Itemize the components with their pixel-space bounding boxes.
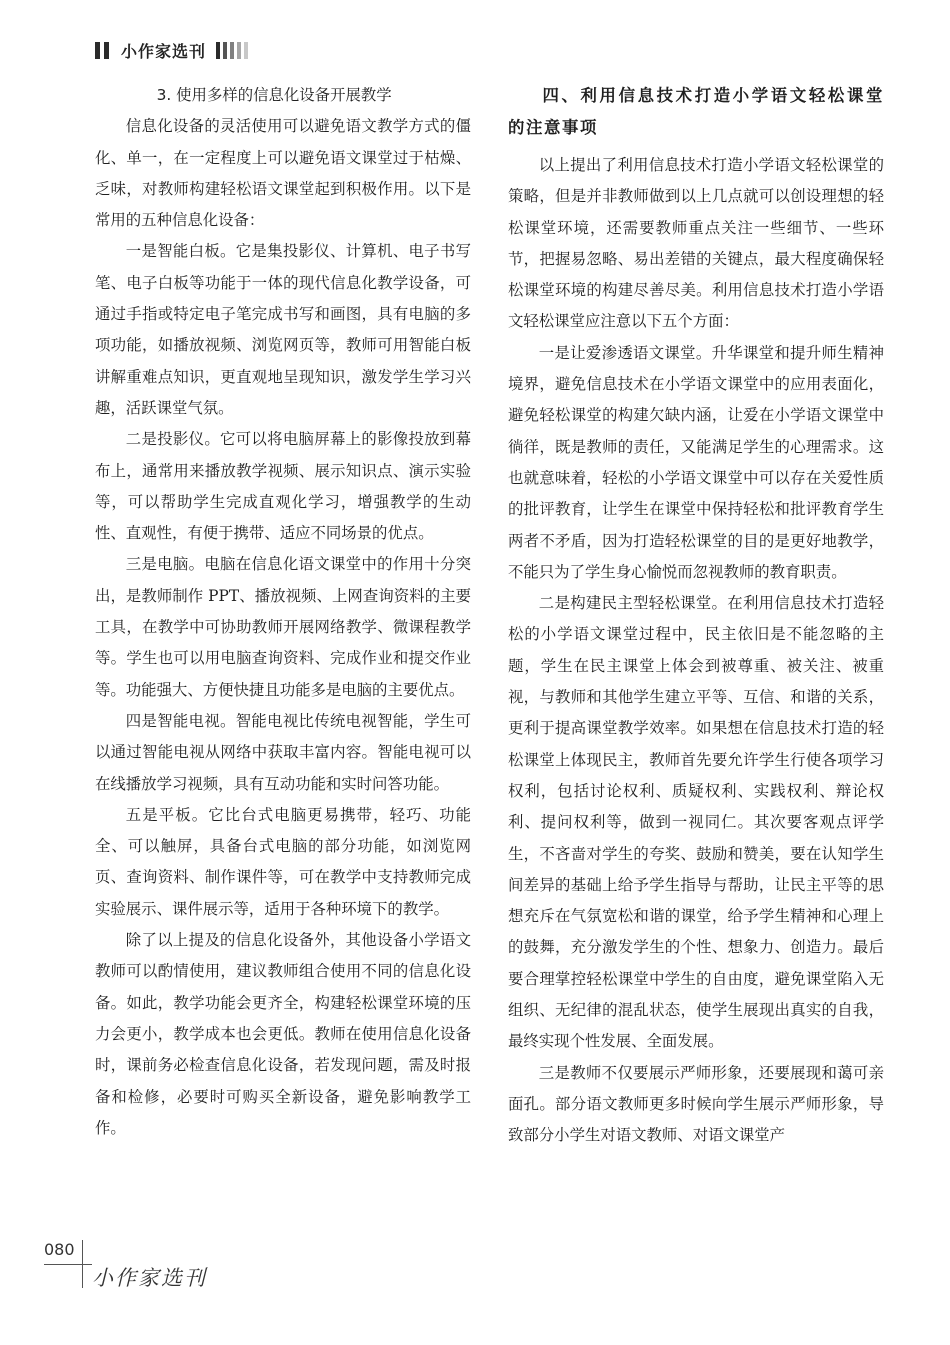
header-bar-mark bbox=[104, 42, 109, 59]
gradient-bar bbox=[237, 42, 241, 59]
paragraph: 三是教师不仅要展示严师形象，还要展现和蔼可亲面孔。部分语文教师更多时候向学生展示严师形象，导致部分小学生对语文教师、对语文课堂产 bbox=[508, 1063, 884, 1145]
header-bar-mark bbox=[95, 42, 100, 59]
paragraph: 以上提出了利用信息技术打造小学语文轻松课堂的策略，但是并非教师做到以上几点就可以创设理想的轻松课堂环境，还需要教师重点关注一些细节、一些环节，把握易忽略、易出差错的关键点，最大程度确保轻松课堂环境的构建尽善尽美。利用信息技术打造小学语文轻松课堂应注意以下五个方面： bbox=[508, 156, 884, 331]
gradient-bar bbox=[216, 42, 220, 59]
journal-title: 小作家选刊 bbox=[121, 41, 207, 61]
left-column bbox=[95, 80, 471, 1144]
paragraph: 一是让爱渗透语文课堂。升华课堂和提升师生精神境界，避免信息技术在小学语文课堂中的应用表面化，避免轻松课堂的构建欠缺内涵，让爱在小学语文课堂中徜徉，既是教师的责任，又能满足学生的心理需求。这也就意味着，轻松的小学语文课堂中可以存在关爱性质的批评教育，让学生在课堂中保持轻松和批评教育学生两者不矛盾，因为打造轻松课堂的目的是更好地教学，不能只为了学生身心愉悦而忽视教师的教育职责。 bbox=[508, 343, 884, 581]
gradient-bar bbox=[223, 42, 227, 59]
gradient-bar bbox=[244, 42, 248, 59]
subsection-heading: 3. 使用多样的信息化设备开展教学 bbox=[156, 86, 392, 104]
paragraph: 四是智能电视。智能电视比传统电视智能，学生可以通过智能电视从网络中获取丰富内容。智能电视可以在线播放学习视频，具有互动功能和实时问答功能。 bbox=[95, 711, 471, 793]
paragraph: 三是电脑。电脑在信息化语文课堂中的作用十分突出，是教师制作 PPT、播放视频、上网查询资料的主要工具，在教学中可协助教师开展网络教学、微课程教学等。学生也可以用电脑查询资料、完成作业和提交作业等。功能强大、方便快捷且功能多是电脑的主要优点。 bbox=[95, 555, 471, 699]
page-number: 080 bbox=[44, 1240, 75, 1259]
gradient-bar bbox=[230, 42, 234, 59]
footer-logo: 小作家选刊 bbox=[92, 1266, 207, 1290]
paragraph: 信息化设备的灵活使用可以避免语文教学方式的僵化、单一，在一定程度上可以避免语文课堂过于枯燥、乏味，对教师构建轻松语文课堂起到积极作用。以下是常用的五种信息化设备： bbox=[95, 117, 471, 230]
section-heading: 四、利用信息技术打造小学语文轻松课堂的注意事项 bbox=[508, 86, 884, 137]
paragraph: 除了以上提及的信息化设备外，其他设备小学语文教师可以酌情使用，建议教师组合使用不同的信息化设备。如此，教学功能会更齐全，构建轻松课堂环境的压力会更小，教学成本也会更低。教师在使用信息化设备时，课前务必检查信息化设备，若发现问题，需及时报备和检修，必要时可购买全新设备，避免影响教学工作。 bbox=[95, 931, 471, 1137]
footer-rule bbox=[44, 1264, 92, 1265]
footer-vertical-rule bbox=[82, 1240, 83, 1288]
paragraph: 一是智能白板。它是集投影仪、计算机、电子书写笔、电子白板等功能于一体的现代信息化教学设备，可通过手指或特定电子笔完成书写和画图，具有电脑的多项功能，如播放视频、浏览网页等，教师可用智能白板讲解重难点知识，更直观地呈现知识，激发学生学习兴趣，活跃课堂气氛。 bbox=[95, 242, 471, 417]
paragraph: 二是构建民主型轻松课堂。在利用信息技术打造轻松的小学语文课堂过程中，民主依旧是不能忽略的主题，学生在民主课堂上体会到被尊重、被关注、被重视，与教师和其他学生建立平等、互信、和谐的关系，更利于提高课堂教学效率。如果想在信息技术打造的轻松课堂上体现民主，教师首先要允许学生行使各项学习权利，包括讨论权利、质疑权利、实践权利、辩论权利、提问权利等，做到一视同仁。其次要客观点评学生，不吝啬对学生的夸奖、鼓励和赞美，要在认知学生间差异的基础上给予学生指导与帮助，让民主平等的思想充斥在气氛宽松和谐的课堂，给予学生精神和心理上的鼓舞，充分激发学生的个性、想象力、创造力。最后要合理掌控轻松课堂中学生的自由度，避免课堂陷入无组织、无纪律的混乱状态，使学生展现出真实的自我，最终实现个性发展、全面发展。 bbox=[508, 594, 884, 1051]
paragraph: 二是投影仪。它可以将电脑屏幕上的影像投放到幕布上，通常用来播放教学视频、展示知识点、演示实验等，可以帮助学生完成直观化学习，增强教学的生动性、直观性，有便于携带、适应不同场景的优点。 bbox=[95, 430, 471, 543]
right-column bbox=[508, 80, 884, 1152]
paragraph: 五是平板。它比台式电脑更易携带，轻巧、功能全、可以触屏，具备台式电脑的部分功能，如浏览网页、查询资料、制作课件等，可在教学中支持教师完成实验展示、课件展示等，适用于各种环境下的教学。 bbox=[95, 805, 471, 918]
running-header bbox=[95, 38, 251, 62]
header-gradient-bars bbox=[216, 42, 251, 59]
